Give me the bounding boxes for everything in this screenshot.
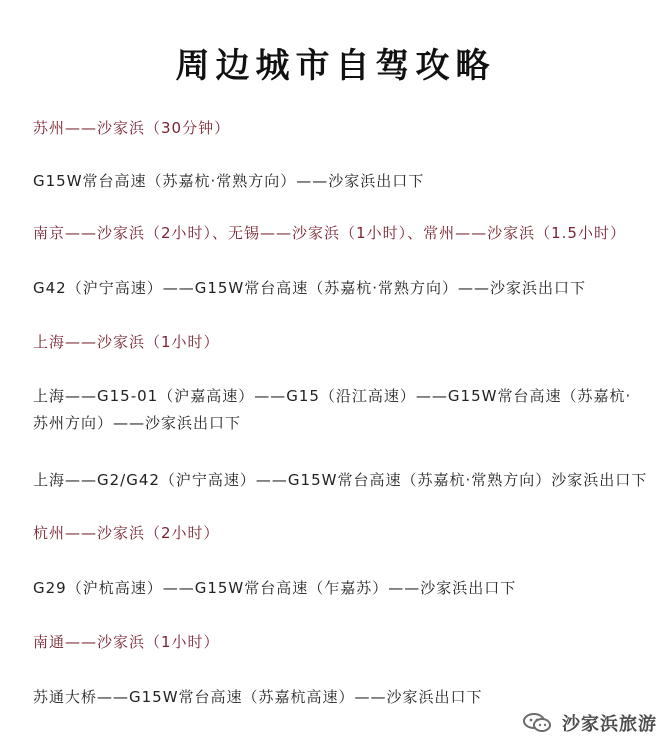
watermark-text: 沙家浜旅游	[562, 714, 657, 735]
section-heading-suzhou: 苏州——沙家浜（30分钟）	[33, 119, 231, 137]
route-shanghai-1: 上海——G15-01（沪嘉高速）——G15（沿江高速）——G15W常台高速（苏嘉杭·苏州方向）——沙家浜出口下	[33, 387, 632, 432]
page-title: 周边城市自驾攻略	[175, 46, 496, 86]
route-suzhou-1: G15W常台高速（苏嘉杭·常熟方向）——沙家浜出口下	[33, 172, 425, 190]
route-nanjing-1: G42（沪宁高速）——G15W常台高速（苏嘉杭·常熟方向）——沙家浜出口下	[33, 279, 587, 297]
watermark	[522, 710, 657, 736]
section-heading-nantong: 南通——沙家浜（1小时）	[33, 633, 220, 651]
route-hangzhou-1: G29（沪杭高速）——G15W常台高速（乍嘉苏）——沙家浜出口下	[33, 579, 517, 597]
section-heading-shanghai: 上海——沙家浜（1小时）	[33, 333, 220, 351]
route-nantong-1: 苏通大桥——G15W常台高速（苏嘉杭高速）——沙家浜出口下	[33, 688, 483, 706]
route-shanghai-2: 上海——G2/G42（沪宁高速）——G15W常台高速（苏嘉杭·常熟方向）沙家浜出口下	[33, 471, 648, 489]
section-heading-nanjing-wuxi-changzhou: 南京——沙家浜（2小时）、无锡——沙家浜（1小时）、常州——沙家浜（1.5小时）	[33, 224, 626, 242]
wechat-icon	[522, 711, 554, 735]
section-heading-hangzhou: 杭州——沙家浜（2小时）	[33, 524, 220, 542]
